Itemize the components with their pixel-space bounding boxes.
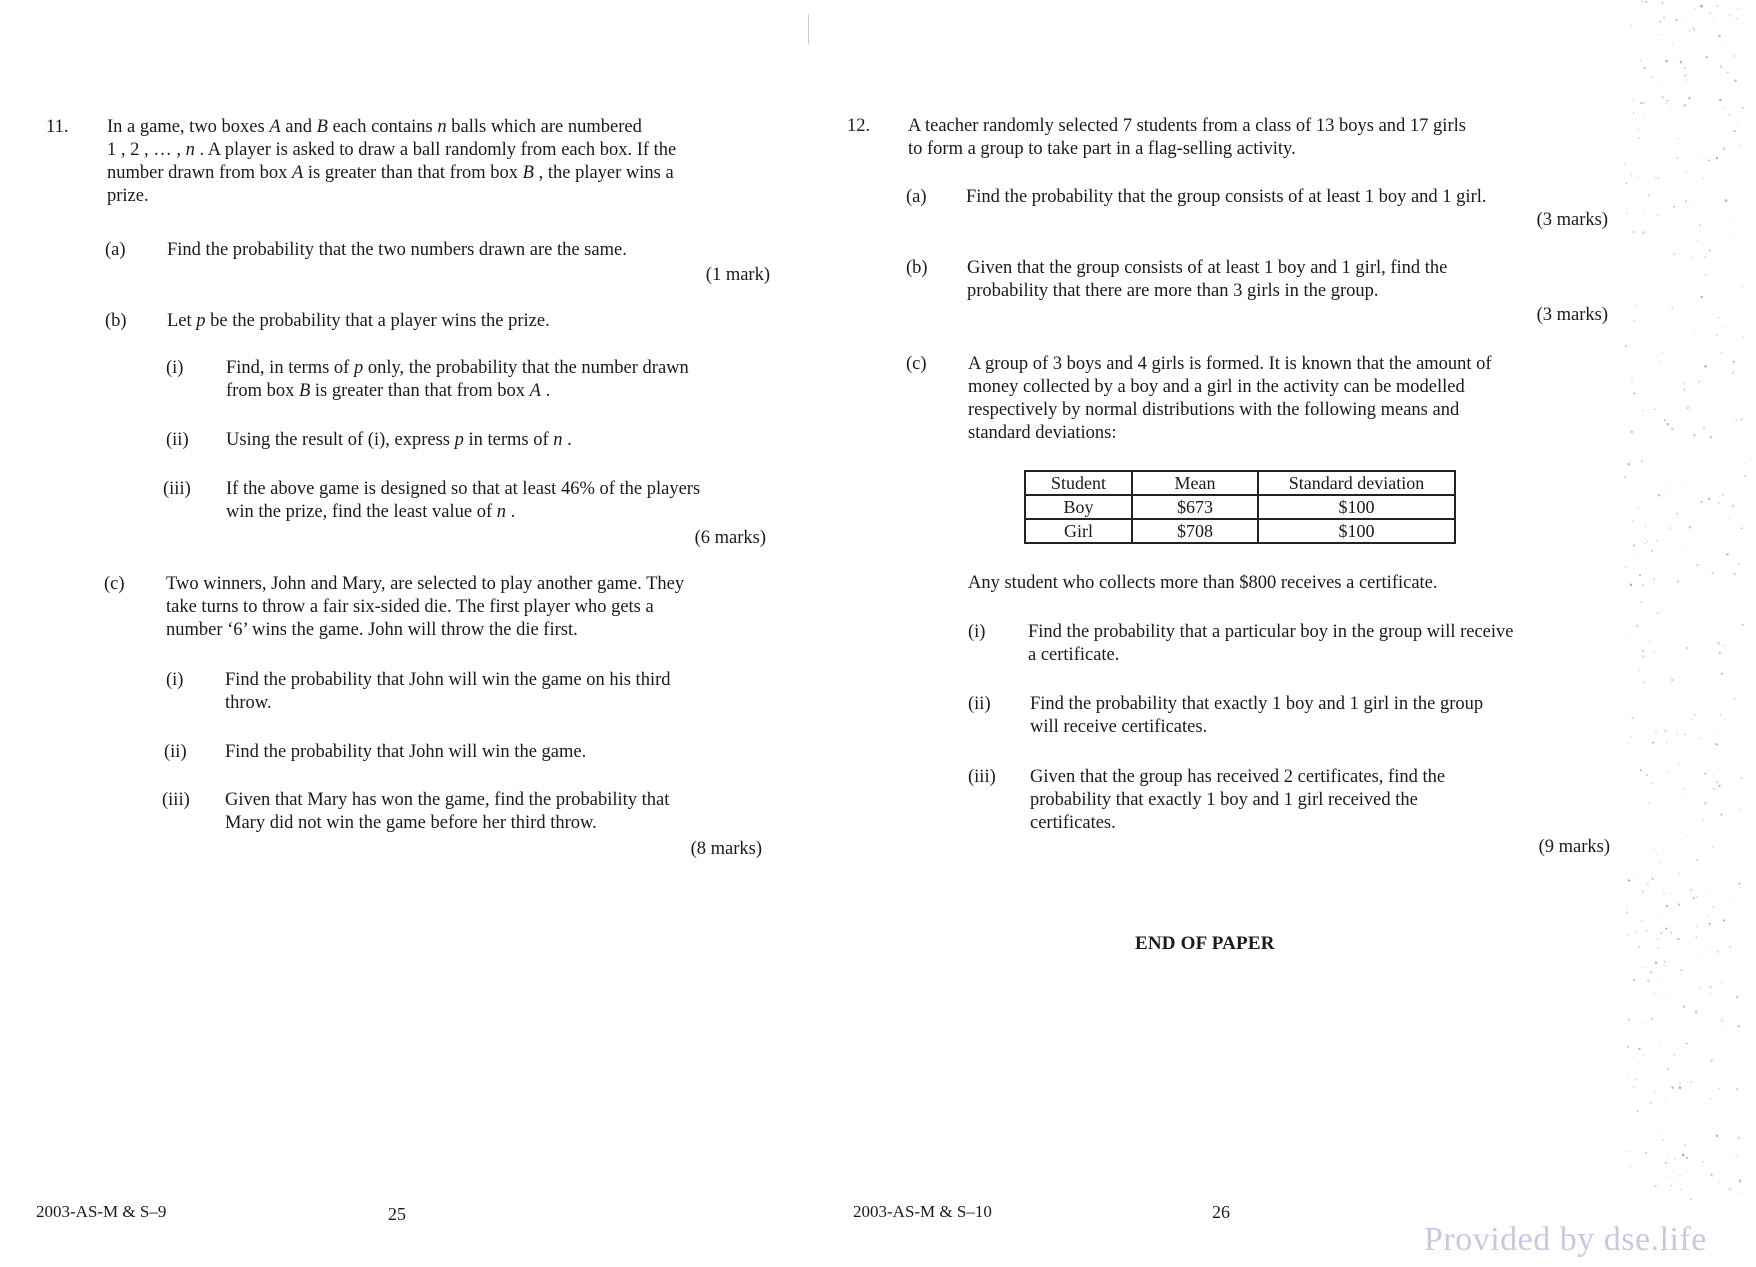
q11-part-b-label: (b)	[105, 311, 127, 331]
table-row	[1025, 495, 1455, 519]
q12-part-c-label: (c)	[906, 354, 927, 374]
q12-c-ii-label: (ii)	[968, 694, 991, 714]
q11-part-a-marks: (1 mark)	[705, 265, 770, 285]
q12-intro: A teacher randomly selected 7 students from a class of 13 boys and 17 girls to form a group to take part in a flag-selling activity.	[908, 116, 1466, 159]
q12-part-b-label: (b)	[906, 258, 928, 278]
q12-part-b-marks: (3 marks)	[1536, 305, 1608, 325]
page-number-26: 26	[1212, 1202, 1230, 1222]
table-header-cell: Mean	[1132, 471, 1258, 495]
q11-c-i-text: Find the probability that John will win the game on his third throw.	[225, 670, 671, 713]
q12-c-iii-text: Given that the group has received 2 certificates, find the probability that exactly 1 boy and 1 girl received the certificates.	[1030, 767, 1446, 833]
page-26	[847, 0, 1756, 1267]
q11-b-ii-text: Using the result of (i), express p in terms of n .	[226, 430, 572, 450]
q11-part-b-marks: (6 marks)	[694, 528, 766, 548]
q11-part-b-text: Let p be the probability that a player wins the prize.	[167, 311, 550, 331]
q12-c-i-label: (i)	[968, 622, 986, 642]
question-number-11: 11.	[46, 117, 69, 137]
q11-part-c-text: Two winners, John and Mary, are selected to play another game. They take turns to throw a fair six-sided die. The first player who gets a number ‘6’ wins the game. John will throw the die first.	[166, 574, 685, 640]
watermark-text: Provided by dse.life	[1424, 1221, 1707, 1258]
q11-intro-line-4: prize.	[107, 186, 149, 206]
q11-b-iii-text: If the above game is designed so that at least 46% of the players win the prize, find the least value of n .	[226, 479, 701, 522]
page-25	[0, 0, 870, 1267]
q11-c-i-label: (i)	[166, 670, 184, 690]
q12-part-c-marks: (9 marks)	[1538, 837, 1610, 857]
table-cell: Boy	[1025, 495, 1132, 519]
table-header-cell: Student	[1025, 471, 1132, 495]
q11-part-c-marks: (8 marks)	[690, 839, 762, 859]
q12-part-b-text: Given that the group consists of at least 1 boy and 1 girl, find the probability that there are more than 3 girls in the group.	[967, 258, 1448, 301]
q12-part-a-text: Find the probability that the group consists of at least 1 boy and 1 girl.	[966, 187, 1487, 207]
table-cell: $673	[1132, 495, 1258, 519]
table-cell: $100	[1258, 495, 1455, 519]
mean-sd-table	[1024, 470, 1456, 544]
page-number-25: 25	[388, 1204, 406, 1224]
q12-part-a-marks: (3 marks)	[1536, 210, 1608, 230]
certificate-condition: Any student who collects more than $800 receives a certificate.	[968, 573, 1438, 593]
question-number-12: 12.	[847, 116, 871, 136]
q11-c-ii-label: (ii)	[164, 742, 187, 762]
q12-part-c-text: A group of 3 boys and 4 girls is formed. It is known that the amount of money collected by a boy and a girl in the activity can be modelled respectively by normal distributions with the following means and standard deviations:	[968, 354, 1492, 443]
table-header-cell: Standard deviation	[1258, 471, 1455, 495]
q12-c-i-text: Find the probability that a particular boy in the group will receive a certificate.	[1028, 622, 1514, 665]
table-cell: $100	[1258, 519, 1455, 543]
q11-part-c-label: (c)	[104, 574, 125, 594]
footer-code-left: 2003-AS-M & S–9	[36, 1202, 167, 1221]
q11-intro	[107, 116, 770, 208]
q11-b-ii-label: (ii)	[166, 430, 189, 450]
q11-b-i-label: (i)	[166, 358, 184, 378]
q11-c-ii-text: Find the probability that John will win the game.	[225, 742, 587, 762]
q11-intro-line-3: number drawn from box A is greater than that from box B , the player wins a	[107, 163, 674, 183]
end-of-paper: END OF PAPER	[1135, 933, 1275, 954]
table-cell: Girl	[1025, 519, 1132, 543]
q12-c-iii-label: (iii)	[968, 767, 996, 787]
q11-b-iii-label: (iii)	[163, 479, 191, 499]
table-header-row	[1025, 471, 1455, 495]
table-cell: $708	[1132, 519, 1258, 543]
footer-code-right: 2003-AS-M & S–10	[853, 1202, 992, 1221]
q11-intro-line-2: 1 , 2 , … , n . A player is asked to draw a ball randomly from each box. If the	[107, 140, 677, 160]
q11-b-i-text: Find, in terms of p only, the probability that the number drawn from box B is greater than that from box A .	[226, 358, 689, 401]
q11-c-iii-text: Given that Mary has won the game, find the probability that Mary did not win the game before her third throw.	[225, 790, 670, 833]
q11-c-iii-label: (iii)	[162, 790, 190, 810]
q12-c-ii-text: Find the probability that exactly 1 boy and 1 girl in the group will receive certificates.	[1030, 694, 1484, 737]
q11-part-a-text: Find the probability that the two numbers drawn are the same.	[167, 240, 627, 260]
table-row	[1025, 519, 1455, 543]
q11-intro-line-1: In a game, two boxes A and B each contains n balls which are numbered	[107, 117, 642, 137]
q12-part-a-label: (a)	[906, 187, 927, 207]
q11-part-a-label: (a)	[105, 240, 126, 260]
